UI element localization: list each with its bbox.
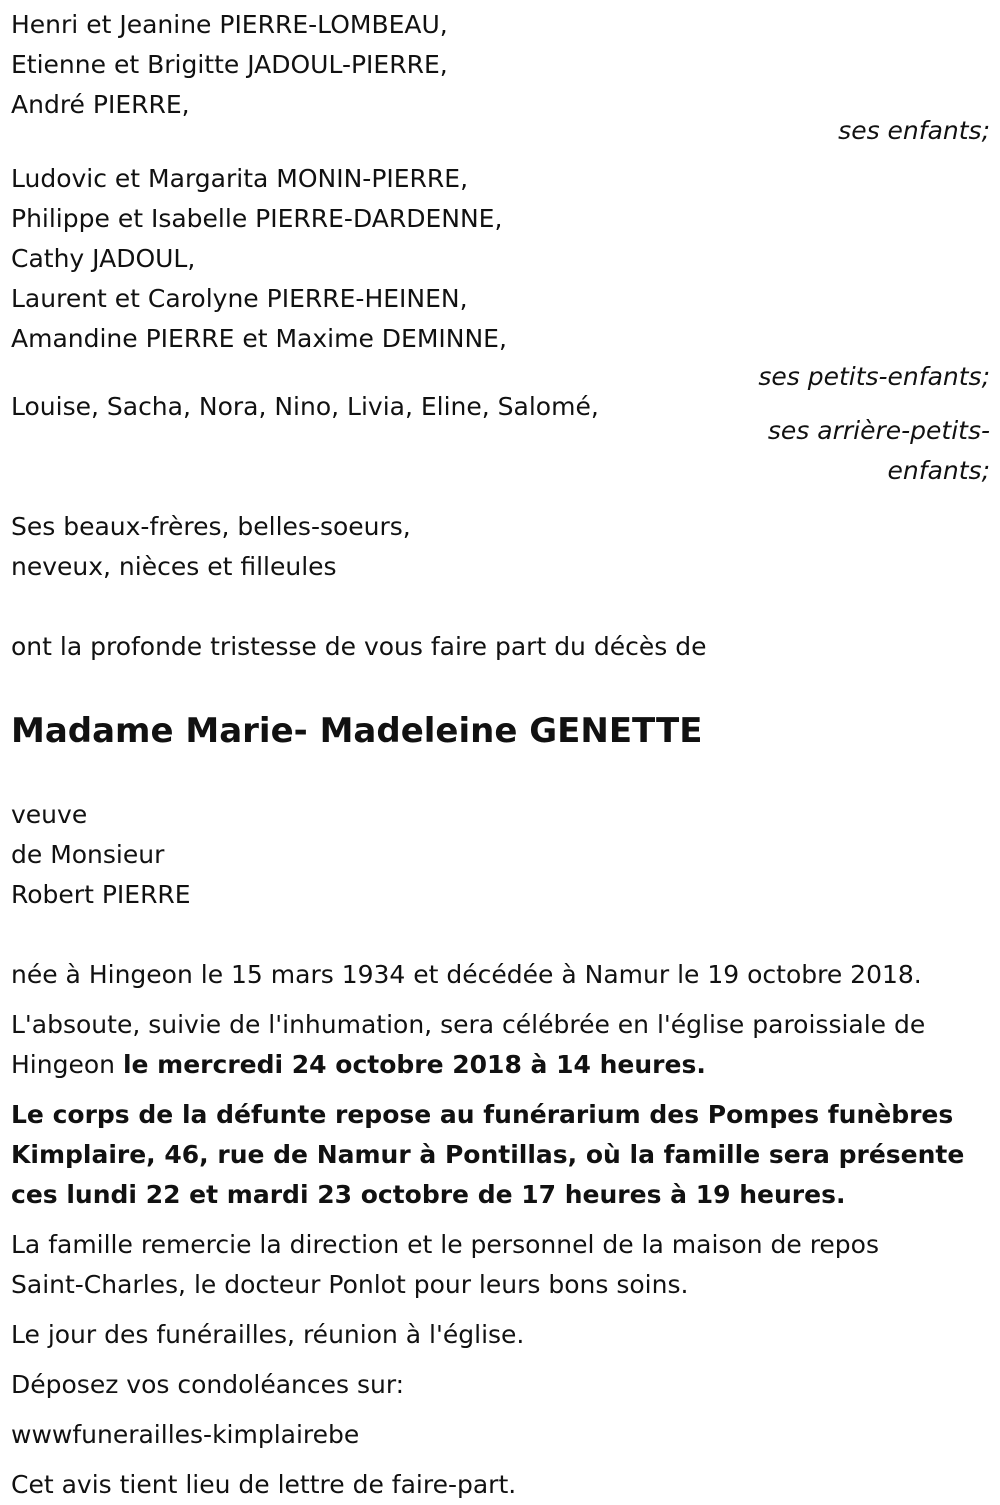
great-grandchildren-label-2: enfants; <box>887 456 990 485</box>
children-line: Henri et Jeanine PIERRE-LOMBEAU, <box>11 10 448 39</box>
children-line: Etienne et Brigitte JADOUL-PIERRE, <box>11 50 448 79</box>
condolences-label: Déposez vos condoléances sur: <box>11 1370 405 1399</box>
children-label: ses enfants; <box>838 116 990 145</box>
children-block <box>11 0 990 151</box>
funerarium-line: Kimplaire, 46, rue de Namur à Pontillas, où la famille sera présente <box>11 1140 965 1169</box>
ceremony-block <box>11 1005 990 1085</box>
grandchildren-line: Philippe et Isabelle PIERRE-DARDENNE, <box>11 204 503 233</box>
extended-family-line: neveux, nièces et filleules <box>11 552 337 581</box>
widow-of-line: de Monsieur <box>11 840 165 869</box>
funerarium-line: ces lundi 22 et mardi 23 octobre de 17 heures à 19 heures. <box>11 1180 846 1209</box>
ceremony-line-2 <box>11 1045 990 1085</box>
grandchildren-label: ses petits-enfants; <box>758 362 990 391</box>
deceased-name: Madame Marie- Madeleine GENETTE <box>11 711 703 751</box>
ceremony-place: Hingeon <box>11 1050 123 1079</box>
great-grandchildren-label-1: ses arrière-petits- <box>767 416 990 445</box>
ceremony-date: le mercredi 24 octobre 2018 à 14 heures. <box>122 1050 706 1079</box>
grandchildren-line: Amandine PIERRE et Maxime DEMINNE, <box>11 324 507 353</box>
extended-family-line: Ses beaux-frères, belles-soeurs, <box>11 512 411 541</box>
grandchildren-line: Cathy JADOUL, <box>11 244 196 273</box>
great-grandchildren-block <box>11 387 990 491</box>
condolences-url[interactable]: wwwfunerailles-kimplairebe <box>11 1420 360 1449</box>
widow-of-line: veuve <box>11 800 88 829</box>
widow-of-block <box>11 795 990 915</box>
meeting-text: Le jour des funérailles, réunion à l'église. <box>11 1320 525 1349</box>
grandchildren-block <box>11 159 990 397</box>
thanks-line: Saint-Charles, le docteur Ponlot pour leurs bons soins. <box>11 1270 689 1299</box>
ceremony-line-1: L'absoute, suivie de l'inhumation, sera célébrée en l'église paroissiale de <box>11 1010 926 1039</box>
children-line: André PIERRE, <box>11 90 190 119</box>
birth-death-text: née à Hingeon le 15 mars 1934 et décédée à Namur le 19 octobre 2018. <box>11 960 922 989</box>
thanks-block <box>11 1225 990 1305</box>
thanks-line: La famille remercie la direction et le personnel de la maison de repos <box>11 1230 879 1259</box>
closing-text: Cet avis tient lieu de lettre de faire-part. <box>11 1470 517 1499</box>
announcement-text: ont la profonde tristesse de vous faire part du décès de <box>11 632 707 661</box>
grandchildren-line: Ludovic et Margarita MONIN-PIERRE, <box>11 164 469 193</box>
great-grandchildren-line: Louise, Sacha, Nora, Nino, Livia, Eline, Salomé, <box>11 392 599 421</box>
extended-family-block <box>11 507 990 587</box>
funerarium-block <box>11 1095 990 1215</box>
widow-of-line: Robert PIERRE <box>11 880 191 909</box>
grandchildren-line: Laurent et Carolyne PIERRE-HEINEN, <box>11 284 468 313</box>
funerarium-line: Le corps de la défunte repose au funérarium des Pompes funèbres <box>11 1100 954 1129</box>
